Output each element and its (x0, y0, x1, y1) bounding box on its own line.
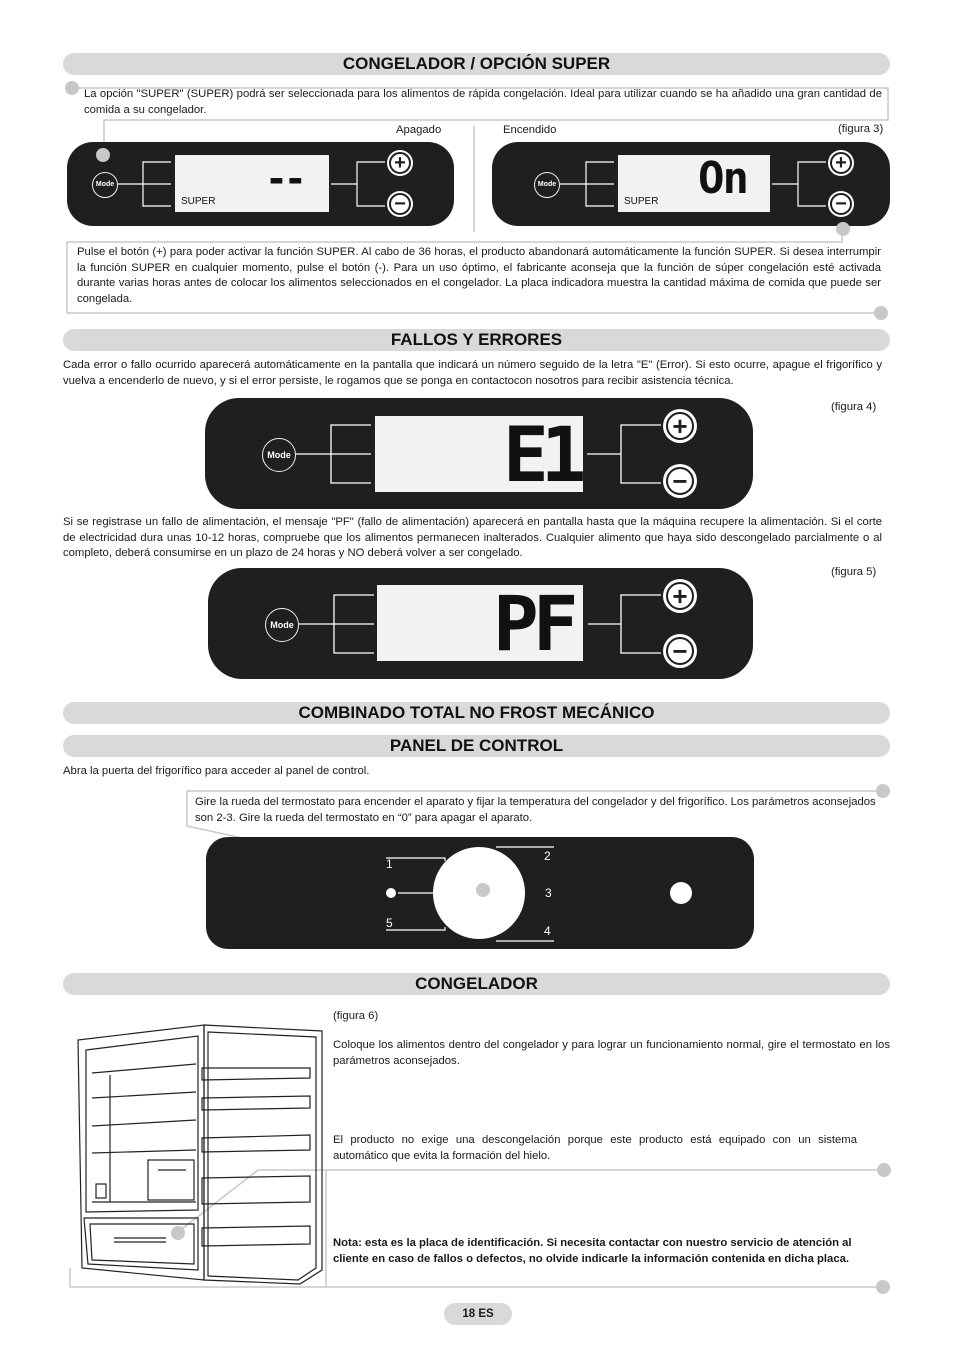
dial-number-2: 2 (544, 849, 551, 863)
section-title-congelador-super: CONGELADOR / OPCIÓN SUPER (63, 53, 890, 75)
figure-4-label: (figura 4) (831, 401, 877, 413)
lcd-super-label: SUPER (624, 196, 659, 207)
plus-icon: + (672, 581, 688, 611)
control-panel-on (492, 142, 890, 226)
identification-note: Nota: esta es la placa de identificación. Si necesita contactar con nuestro servicio de atención al cliente en caso de fallos o defectos, no olvide indicarle la información contenida en dicha placa. (333, 1237, 852, 1265)
minus-icon: − (672, 636, 688, 666)
dial-number-5: 5 (386, 916, 393, 930)
page-number: 18 ES (444, 1303, 512, 1325)
minus-button[interactable] (387, 191, 413, 217)
minus-button[interactable] (663, 464, 697, 498)
plus-button[interactable] (663, 409, 697, 443)
mode-button[interactable]: Mode (265, 608, 299, 642)
lcd-super-label: SUPER (181, 196, 216, 207)
error-panel-pf (208, 568, 753, 679)
control-panel-off (67, 142, 454, 226)
figure-3-label: (figura 3) (838, 123, 884, 135)
figure-5-label: (figura 5) (831, 566, 877, 578)
plus-button[interactable] (387, 150, 413, 176)
lcd-display (377, 579, 583, 668)
mode-button[interactable]: Mode (262, 438, 296, 472)
label-on: Encendido (503, 124, 557, 136)
dial-number-4: 4 (544, 924, 551, 938)
plus-button[interactable] (828, 150, 854, 176)
minus-icon: − (835, 193, 847, 215)
display-value: -- (265, 157, 303, 201)
thermostat-panel (206, 837, 754, 949)
off-position-icon (386, 888, 396, 898)
plus-button[interactable] (663, 579, 697, 613)
mode-button[interactable]: Mode (534, 172, 560, 198)
section-title-combinado: COMBINADO TOTAL NO FROST MECÁNICO (63, 702, 890, 724)
thermostat-callout-text: Gire la rueda del termostato para encender el aparato y fijar la temperatura del congelador y del frigorífico. Los parámetros aconsejados son 2-3. Gire la rueda del termostato en “0” para apagar el aparato. (195, 796, 876, 824)
connector-dot (476, 883, 490, 897)
lcd-display (175, 155, 329, 212)
panel-intro-text: Abra la puerta del frigorífico para acceder al panel de control. (63, 765, 370, 777)
minus-icon: − (394, 193, 406, 215)
congelador-para1: Coloque los alimentos dentro del congelador y para lograr un funcionamiento normal, gire el termostato en los parámetros aconsejados. (333, 1039, 890, 1067)
lcd-display (375, 410, 583, 499)
lcd-display (618, 155, 770, 212)
section-title-congelador: CONGELADOR (63, 973, 890, 995)
super-body-text: Pulse el botón (+) para poder activar la función SUPER. Al cabo de 36 horas, el producto abandonará automáticamente la función SUPER. Si desea interrumpir la función SUPER en cualquier momento, pulse el botón (-). Para un uso óptimo, el fabricante aconseja que la función de súper congelación esté activada durante varias horas antes de colocar los alimentos seleccionados en el congelador. La placa indicadora muestra la cantidad máxima de comida que puede ser congelada. (77, 246, 881, 305)
connector-dot (171, 1226, 185, 1240)
plus-icon: + (835, 152, 847, 174)
error-panel-e1 (205, 398, 753, 509)
indicator-light-icon (670, 882, 692, 904)
plus-icon: + (394, 152, 406, 174)
connector-dot (876, 1280, 890, 1294)
connector-dot (874, 306, 888, 320)
connector-dot (836, 222, 850, 236)
connector-dot (65, 81, 79, 95)
mode-button[interactable]: Mode (92, 172, 118, 198)
display-value: On (698, 153, 747, 204)
dial-number-1: 1 (386, 857, 393, 871)
super-intro-text: La opción "SUPER" (SUPER) podrá ser seleccionada para los alimentos de rápida congelación. Ideal para utilizar cuando se ha añadido una gran cantidad de comida a su congelador. (84, 88, 882, 116)
section-title-fallos: FALLOS Y ERRORES (63, 329, 890, 351)
connector-dot (877, 1163, 891, 1177)
minus-button[interactable] (663, 634, 697, 668)
label-off: Apagado (396, 124, 442, 136)
dial-number-3: 3 (545, 886, 552, 900)
minus-icon: − (672, 466, 688, 496)
power-failure-text: Si se registrase un fallo de alimentación, el mensaje "PF" (fallo de alimentación) aparecerá en pantalla hasta que la máquina recupere la alimentación. Si el corte de electricidad dura unas 10-12 horas, compruebe que los alimentos permanecen inalterados. Cualquier alimento que haya sido descongelado parcialmente o al completo, deberá consumirse en un plazo de 24 horas y NO deberá volver a ser congelado. (63, 516, 882, 559)
section-title-panel-control: PANEL DE CONTROL (63, 735, 890, 757)
display-value: E1 (503, 410, 579, 499)
errors-text: Cada error o fallo ocurrido aparecerá automáticamente en la pantalla que indicará un número seguido de la letra "E" (Error). Si esto ocurre, apague el frigorífico y vuelva a encenderlo de nuevo, y si el error persiste, le rogamos que se ponga en contactocon nosotros para recibir asistencia técnica. (63, 359, 882, 387)
display-value: PF (493, 579, 573, 668)
minus-button[interactable] (828, 191, 854, 217)
congelador-para2: El producto no exige una descongelación porque este producto está equipado con un sistema automático que evita la formación del hielo. (333, 1134, 857, 1162)
figure-6-label: (figura 6) (333, 1010, 379, 1022)
plus-icon: + (672, 411, 688, 441)
